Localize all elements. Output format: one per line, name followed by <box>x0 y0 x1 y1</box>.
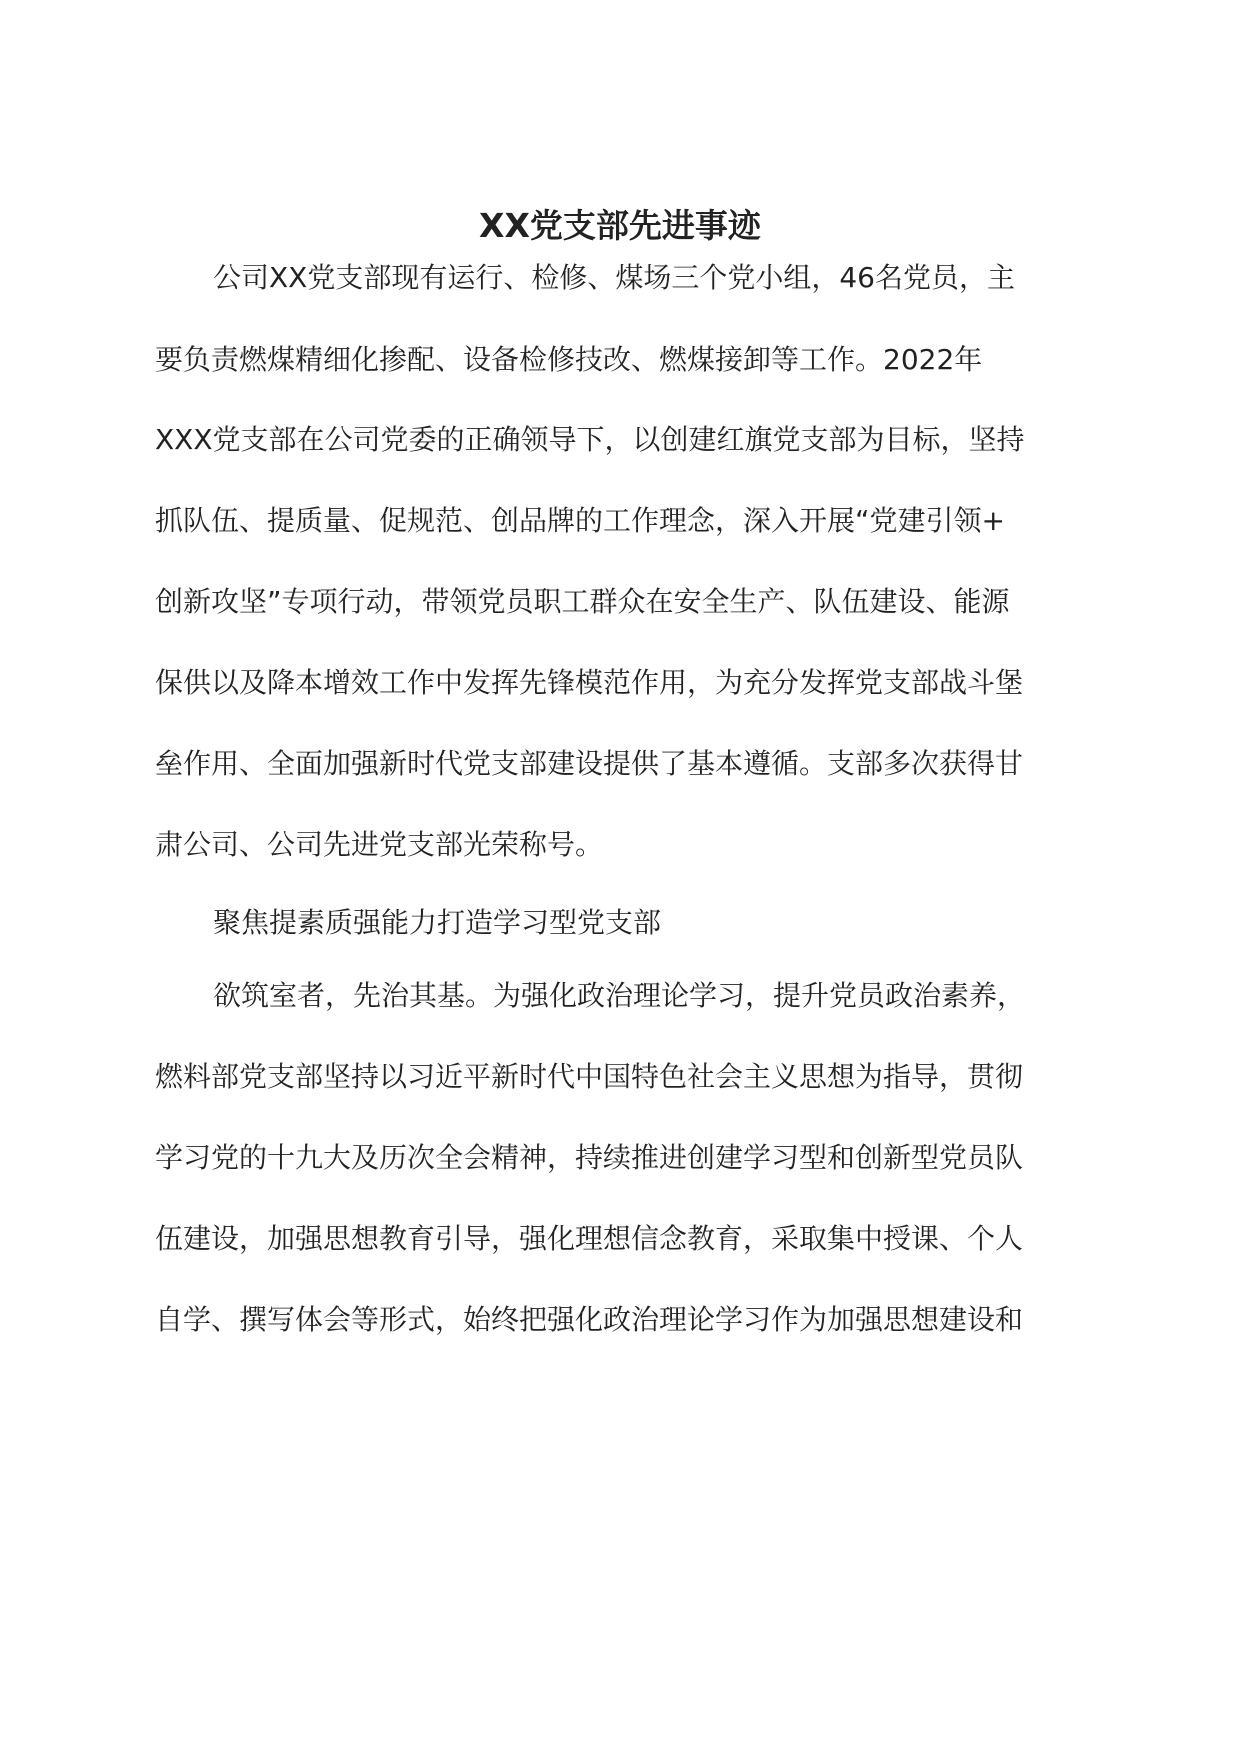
paragraph-1-line-2: 要负责燃煤精细化掺配、设备检修技改、燃煤接卸等工作。2022年 <box>155 343 983 376</box>
paragraph-1-line-4: 抓队伍、提质量、促规范、创品牌的工作理念，深入开展“党建引领+ <box>155 504 1005 537</box>
paragraph-1-line-8: 肃公司、公司先进党支部光荣称号。 <box>155 828 604 861</box>
paragraph-1-line-1: 公司XX党支部现有运行、检修、煤场三个党小组，46名党员，主 <box>213 261 1015 294</box>
paragraph-1-line-3: XXX党支部在公司党委的正确领导下，以创建红旗党支部为目标，坚持 <box>155 423 1025 456</box>
paragraph-2-line-5: 自学、撰写体会等形式，始终把强化政治理论学习作为加强思想建设和 <box>155 1303 1024 1336</box>
section-heading: 聚焦提素质强能力打造学习型党支部 <box>213 906 662 939</box>
paragraph-2-line-2: 燃料部党支部坚持以习近平新时代中国特色社会主义思想为指导，贯彻 <box>155 1060 1024 1093</box>
paragraph-1-line-6: 保供以及降本增效工作中发挥先锋模范作用，为充分发挥党支部战斗堡 <box>155 666 1024 699</box>
paragraph-2-line-1: 欲筑室者，先治其基。为强化政治理论学习，提升党员政治素养， <box>213 979 1026 1012</box>
paragraph-1-line-5: 创新攻坚”专项行动，带领党员职工群众在安全生产、队伍建设、能源 <box>155 585 1010 618</box>
paragraph-2-line-4: 伍建设，加强思想教育引导，强化理想信念教育，采取集中授课、个人 <box>155 1222 1024 1255</box>
paragraph-2-line-3: 学习党的十九大及历次全会精神，持续推进创建学习型和创新型党员队 <box>155 1141 1024 1174</box>
document-title: XX党支部先进事迹 <box>479 206 761 245</box>
paragraph-1-line-7: 垒作用、全面加强新时代党支部建设提供了基本遵循。支部多次获得甘 <box>155 747 1024 780</box>
